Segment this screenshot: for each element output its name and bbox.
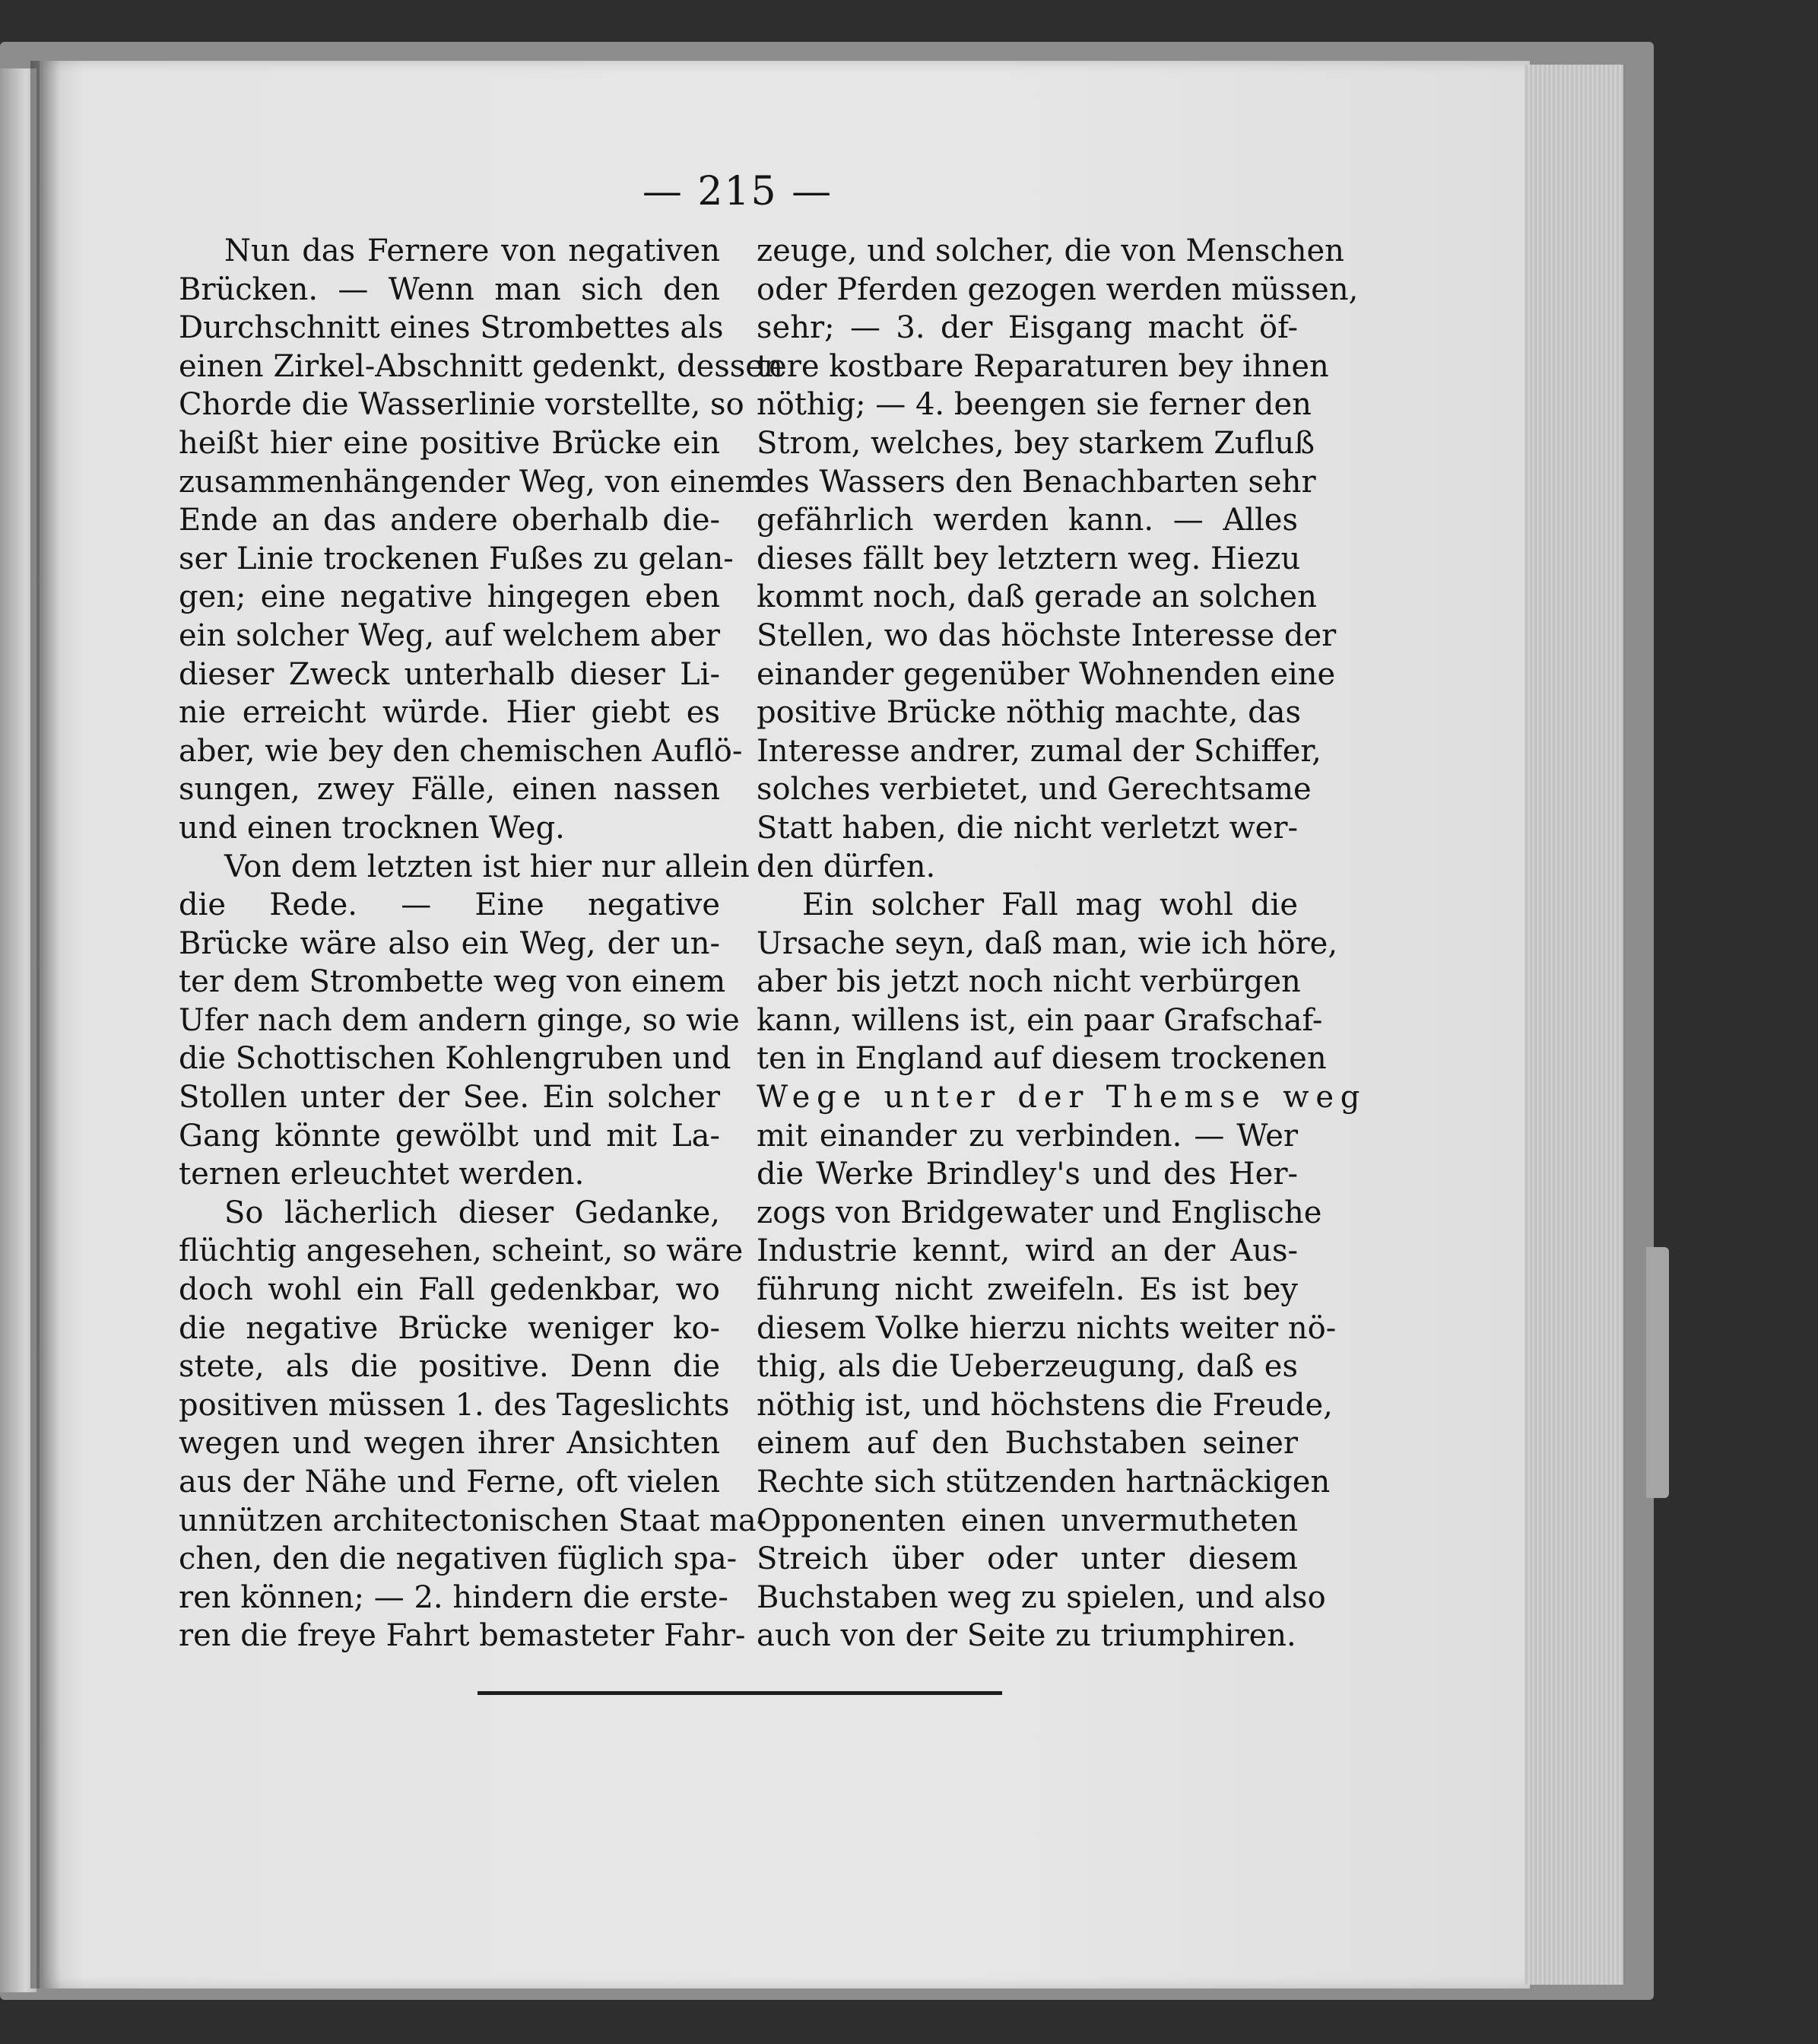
text-line: mit einander zu verbinden. — Wer <box>757 1118 1298 1154</box>
text-line: stete, als die positive. Denn die <box>179 1349 720 1385</box>
text-line: Industrie kennt, wird an der Aus- <box>757 1233 1298 1269</box>
text-line: Wege unter der Themse weg <box>757 1080 1367 1116</box>
text-line: sungen, zwey Fälle, einen nassen <box>179 772 720 808</box>
text-line: Brücke wäre also ein Weg, der un- <box>179 925 720 961</box>
text-line: tere kostbare Reparaturen bey ihnen <box>757 348 1329 384</box>
text-line: positive Brücke nöthig machte, das <box>757 695 1302 731</box>
text-line: aber bis jetzt noch nicht verbürgen <box>757 964 1301 1000</box>
text-line: thig, als die Ueberzeugung, daß es <box>757 1349 1298 1385</box>
binding-tab <box>1646 1247 1669 1498</box>
text-line: gen; eine negative hingegen eben <box>179 579 720 615</box>
text-line: So lächerlich dieser Gedanke, <box>224 1195 720 1230</box>
page-number: — 215 — <box>642 169 833 214</box>
text-line: Statt haben, die nicht verletzt wer- <box>757 810 1298 846</box>
text-line: Ein solcher Fall mag wohl die <box>802 887 1298 923</box>
text-line: Ende an das andere oberhalb die- <box>179 503 720 538</box>
text-line: Rechte sich stützenden hartnäckigen <box>757 1465 1331 1500</box>
text-line: aus der Nähe und Ferne, oft vielen <box>179 1465 720 1500</box>
footer-rule <box>478 1691 1002 1695</box>
text-line: Interesse andrer, zumal der Schiffer, <box>757 733 1321 769</box>
text-line: führung nicht zweifeln. Es ist bey <box>757 1272 1298 1308</box>
text-line: die Schottischen Kohlengruben und <box>179 1041 731 1077</box>
text-line: dieses fällt bey letztern weg. Hiezu <box>757 541 1301 576</box>
text-line: sehr; — 3. der Eisgang macht öf- <box>757 310 1298 346</box>
text-line: nöthig ist, und höchstens die Freude, <box>757 1387 1333 1423</box>
text-line: ren können; — 2. hindern die erste- <box>179 1579 728 1615</box>
text-line: die negative Brücke weniger ko- <box>179 1310 720 1346</box>
text-line: nöthig; — 4. beengen sie ferner den <box>757 387 1312 423</box>
text-line: ter dem Strombette weg von einem <box>179 964 726 1000</box>
text-line: einen Zirkel-Abschnitt gedenkt, dessen <box>179 348 783 384</box>
text-line: Von dem letzten ist hier nur allein <box>224 849 750 884</box>
gutter-shadow <box>30 61 61 1988</box>
text-line: Durchschnitt eines Strombettes als <box>179 310 724 346</box>
text-line: auch von der Seite zu triumphiren. <box>757 1618 1296 1654</box>
text-line: Chorde die Wasserlinie vorstellte, so <box>179 387 744 423</box>
text-line: Gang könnte gewölbt und mit La- <box>179 1118 720 1154</box>
text-line: ein solcher Weg, auf welchem aber <box>179 617 720 653</box>
left-text-column <box>179 232 783 1655</box>
text-line: Opponenten einen unvermutheten <box>757 1503 1298 1538</box>
text-line: solches verbietet, und Gerechtsame <box>757 772 1312 808</box>
text-line: Ufer nach dem andern ginge, so wie <box>179 1002 740 1038</box>
text-line: Brücken. — Wenn man sich den <box>179 271 720 307</box>
text-line: dieser Zweck unterhalb dieser Li- <box>179 656 720 692</box>
text-line: wegen und wegen ihrer Ansichten <box>179 1426 720 1462</box>
right-text-column <box>757 232 1367 1655</box>
text-line: ren die freye Fahrt bemasteter Fahr- <box>179 1618 746 1654</box>
text-line: einem auf den Buchstaben seiner <box>757 1426 1298 1462</box>
text-line: Strom, welches, bey starkem Zufluß <box>757 425 1315 461</box>
text-line: Stollen unter der See. Ein solcher <box>179 1080 720 1116</box>
text-line: zeuge, und solcher, die von Menschen <box>757 233 1344 268</box>
text-line: kann, willens ist, ein paar Grafschaf- <box>757 1002 1323 1038</box>
text-line: kommt noch, daß gerade an solchen <box>757 579 1317 615</box>
text-line: Stellen, wo das höchste Interesse der <box>757 617 1337 653</box>
text-line: ternen erleuchtet werden. <box>179 1157 585 1192</box>
text-line: nie erreicht würde. Hier giebt es <box>179 695 720 731</box>
text-line: die Werke Brindley's und des Her- <box>757 1157 1298 1192</box>
text-line: flüchtig angesehen, scheint, so wäre <box>179 1233 744 1269</box>
text-line: Buchstaben weg zu spielen, und also <box>757 1579 1326 1615</box>
text-line: gefährlich werden kann. — Alles <box>757 503 1298 538</box>
text-line: unnützen architectonischen Staat ma- <box>179 1503 767 1538</box>
text-line: Nun das Fernere von negativen <box>224 233 720 268</box>
text-line: den dürfen. <box>757 849 936 884</box>
text-line: zusammenhängender Weg, von einem <box>179 464 764 500</box>
text-line: und einen trocknen Weg. <box>179 810 565 846</box>
text-line: die Rede. — Eine negative <box>179 887 720 923</box>
text-line: Streich über oder unter diesem <box>757 1541 1298 1577</box>
text-line: heißt hier eine positive Brücke ein <box>179 425 720 461</box>
text-line: chen, den die negativen füglich spa- <box>179 1541 738 1577</box>
text-line: positiven müssen 1. des Tageslichts <box>179 1387 730 1423</box>
text-line: doch wohl ein Fall gedenkbar, wo <box>179 1272 720 1308</box>
page-stack-fore-edge <box>1525 65 1626 1985</box>
text-line: des Wassers den Benachbarten sehr <box>757 464 1316 500</box>
text-line: diesem Volke hierzu nichts weiter nö- <box>757 1310 1337 1346</box>
text-line: ten in England auf diesem trockenen <box>757 1041 1327 1077</box>
text-line: einander gegenüber Wohnenden eine <box>757 656 1336 692</box>
text-line: Ursache seyn, daß man, wie ich höre, <box>757 925 1338 961</box>
text-line: oder Pferden gezogen werden müssen, <box>757 271 1359 307</box>
text-line: zogs von Bridgewater und Englische <box>757 1195 1322 1230</box>
text-line: ser Linie trockenen Fußes zu gelan- <box>179 541 734 576</box>
text-line: aber, wie bey den chemischen Auflö- <box>179 733 743 769</box>
